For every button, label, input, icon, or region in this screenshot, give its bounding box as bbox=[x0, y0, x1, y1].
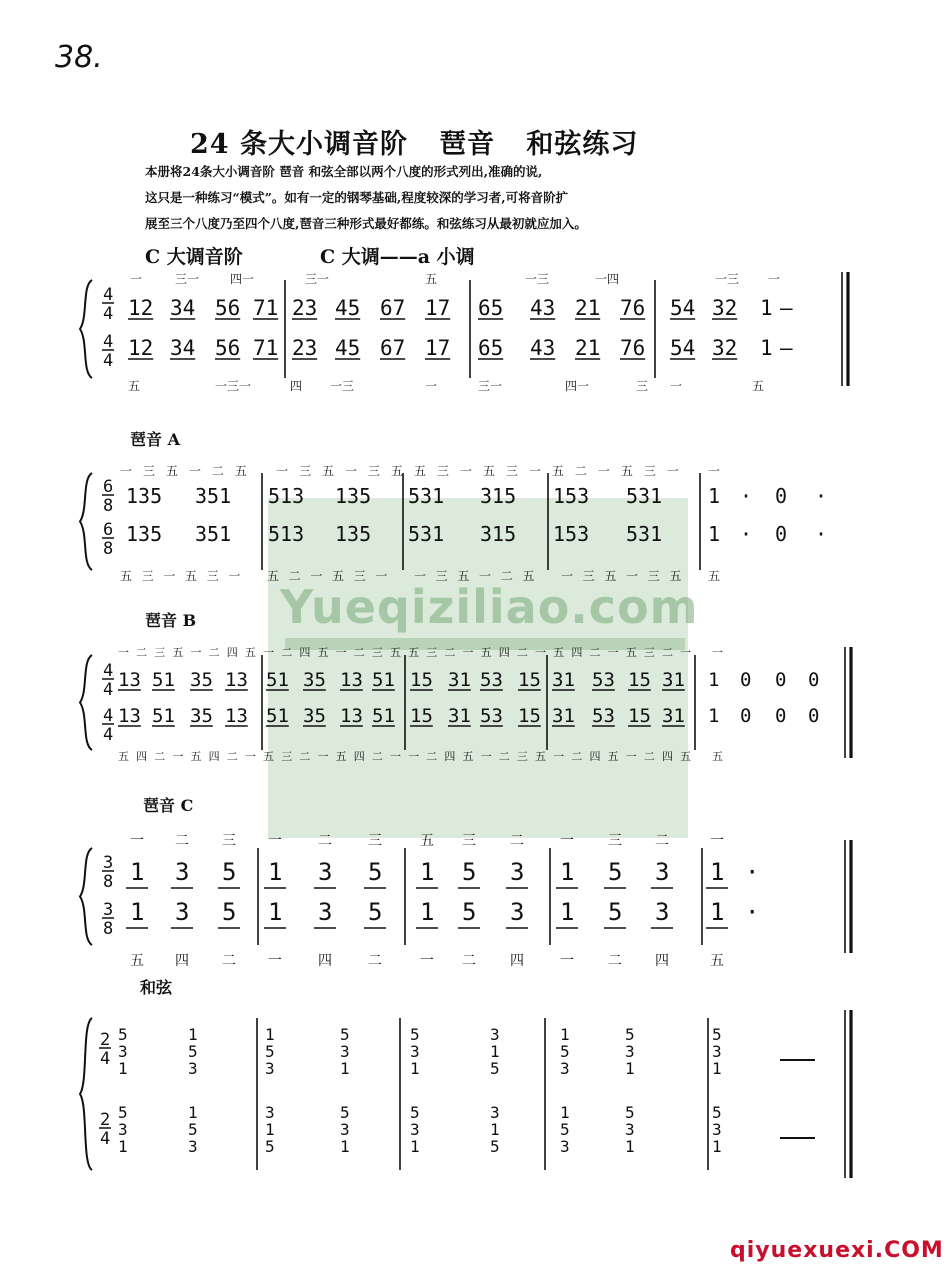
chord-bass-0-1: 3 bbox=[118, 1120, 128, 1139]
scale-finger-bottom-7: 三 bbox=[636, 379, 649, 393]
chord-bass-3-0: 5 bbox=[340, 1103, 350, 1122]
footer-logo: qiyuexuexi.COM bbox=[730, 1238, 944, 1263]
arp-c-finger-top-8: 二 bbox=[510, 833, 524, 849]
arp-c-finger-bottom-7: 二 bbox=[462, 953, 476, 969]
chord-treble-4-0: 5 bbox=[410, 1025, 420, 1044]
chord-bass-4-0: 5 bbox=[410, 1103, 420, 1122]
arp-c-finger-bottom-0: 五 bbox=[130, 953, 144, 969]
arp-c-treble-note-1: 3 bbox=[175, 858, 190, 886]
arp-b-bass-note-7: 51 bbox=[372, 705, 395, 727]
arp-c-brace bbox=[80, 848, 92, 945]
chord-bass-7-1: 3 bbox=[625, 1120, 635, 1139]
arp-c-finger-bottom-9: 一 bbox=[560, 953, 574, 969]
arp-c-treble-note-13: · bbox=[745, 858, 760, 886]
arp-a-treble-note-4: 531 bbox=[408, 484, 445, 508]
arp-b-treble-note-15: 31 bbox=[662, 669, 685, 691]
chord-bass-7-2: 1 bbox=[625, 1137, 635, 1156]
arp-b-treble-note-4: 51 bbox=[266, 669, 289, 691]
chord-bass-2-0: 3 bbox=[265, 1103, 275, 1122]
arp-b-bass-note-8: 15 bbox=[410, 705, 433, 727]
arp-c-treble-note-7: 5 bbox=[462, 858, 477, 886]
chord-bass-6-2: 3 bbox=[560, 1137, 570, 1156]
arp-c-treble-note-8: 3 bbox=[510, 858, 525, 886]
scale-finger-bottom-6: 四一 bbox=[565, 379, 590, 393]
arp-a-bass-time-numerator: 6 bbox=[103, 520, 114, 540]
scale-treble-note-0: 12 bbox=[128, 296, 154, 320]
arp-a-treble-note-10: 0 bbox=[775, 484, 788, 508]
arp-b-bass-note-5: 35 bbox=[303, 705, 326, 727]
section-label-arpeggio-c: 琶音 C bbox=[143, 796, 194, 815]
arp-c-finger-top-0: 一 bbox=[130, 833, 144, 849]
chord-bass-3-1: 3 bbox=[340, 1120, 350, 1139]
chord-bass-8-1: 3 bbox=[712, 1120, 722, 1139]
chord-bass-0-2: 1 bbox=[118, 1137, 128, 1156]
scale-treble-note-6: 67 bbox=[380, 296, 406, 320]
arp-b-bass-note-4: 51 bbox=[266, 705, 289, 727]
arp-c-finger-bottom-8: 四 bbox=[510, 953, 524, 969]
arp-c-bass-note-0: 1 bbox=[130, 898, 145, 926]
section-label-c-major-a-minor: C 大调——a 小调 bbox=[320, 246, 475, 268]
scale-treble-note-1: 34 bbox=[170, 296, 196, 320]
scale-finger-bottom-5: 三一 bbox=[478, 379, 503, 393]
arp-a-finger-top: 一三五一二五 一三五一三五五三一五三一五二一五三一 一 bbox=[120, 464, 720, 478]
scale-treble-time-numerator: 4 bbox=[103, 285, 114, 305]
arp-b-bass-note-15: 31 bbox=[662, 705, 685, 727]
chord-treble-2-2: 3 bbox=[265, 1059, 275, 1078]
scale-finger-top-3: 三一 bbox=[305, 272, 330, 286]
arp-c-bass-time-denominator: 8 bbox=[103, 919, 114, 939]
arp-b-treble-note-12: 31 bbox=[552, 669, 575, 691]
scale-bass-note-15: — bbox=[780, 336, 793, 360]
arp-b-bass-note-14: 15 bbox=[628, 705, 651, 727]
arp-c-treble-note-11: 3 bbox=[655, 858, 670, 886]
arp-c-finger-top-6: 五 bbox=[420, 833, 434, 849]
scale-treble-note-12: 54 bbox=[670, 296, 696, 320]
arp-c-bass-note-8: 3 bbox=[510, 898, 525, 926]
arp-c-treble-note-12: 1 bbox=[710, 858, 725, 886]
arp-a-bass-note-1: 351 bbox=[195, 522, 232, 546]
scale-bass-note-2: 56 bbox=[215, 336, 241, 360]
arp-c-bass-note-2: 5 bbox=[222, 898, 237, 926]
arp-a-treble-note-3: 135 bbox=[335, 484, 372, 508]
arp-c-finger-bottom-6: 一 bbox=[420, 953, 434, 969]
arp-c-treble-note-5: 5 bbox=[368, 858, 383, 886]
chord-treble-7-2: 1 bbox=[625, 1059, 635, 1078]
scale-treble-note-11: 76 bbox=[620, 296, 646, 320]
scale-finger-top-1: 三一 bbox=[175, 272, 200, 286]
arp-c-treble-time-denominator: 8 bbox=[103, 872, 114, 892]
arp-c-finger-top-9: 一 bbox=[560, 833, 574, 849]
arp-b-bass-note-17: 0 bbox=[740, 705, 752, 727]
arp-b-finger-bottom: 五四二一五四二一五三二一五四二一一二四五一二三五一二四五一二四五 五 bbox=[118, 750, 723, 763]
arp-a-bass-note-6: 153 bbox=[553, 522, 590, 546]
arp-b-bass-time-denominator: 4 bbox=[103, 725, 114, 745]
section-label-arpeggio-b: 琶音 B bbox=[145, 611, 197, 630]
arp-c-finger-bottom-1: 四 bbox=[175, 953, 189, 969]
scale-treble-note-13: 32 bbox=[712, 296, 738, 320]
scale-finger-bottom-2: 四 bbox=[290, 379, 303, 393]
scale-treble-note-2: 56 bbox=[215, 296, 241, 320]
chord-treble-5-2: 5 bbox=[490, 1059, 500, 1078]
chord-treble-2-1: 5 bbox=[265, 1042, 275, 1061]
scale-treble-note-8: 65 bbox=[478, 296, 504, 320]
scale-bass-note-3: 71 bbox=[253, 336, 279, 360]
chord-bass-5-1: 1 bbox=[490, 1120, 500, 1139]
arp-a-treble-note-2: 513 bbox=[268, 484, 305, 508]
arp-c-treble-note-3: 1 bbox=[268, 858, 283, 886]
arp-c-bass-note-4: 3 bbox=[318, 898, 333, 926]
scale-finger-bottom-3: 一三 bbox=[330, 379, 355, 393]
chord-bass-time-denominator: 4 bbox=[100, 1129, 111, 1149]
section-label-c-major-scale: C 大调音阶 bbox=[145, 246, 243, 268]
scale-treble-note-9: 43 bbox=[530, 296, 556, 320]
scale-finger-top-4: 五 bbox=[425, 272, 438, 286]
arp-b-treble-note-10: 53 bbox=[480, 669, 503, 691]
scale-finger-bottom-4: 一 bbox=[425, 379, 438, 393]
chord-bass-2-2: 5 bbox=[265, 1137, 275, 1156]
arp-c-finger-bottom-5: 二 bbox=[368, 953, 382, 969]
scale-treble-note-7: 17 bbox=[425, 296, 451, 320]
arp-c-finger-bottom-11: 四 bbox=[655, 953, 669, 969]
arp-b-bass-note-12: 31 bbox=[552, 705, 575, 727]
arp-a-treble-note-0: 135 bbox=[126, 484, 163, 508]
scale-finger-top-5: 一三 bbox=[525, 272, 550, 286]
arp-b-treble-note-0: 13 bbox=[118, 669, 141, 691]
arp-c-finger-top-11: 二 bbox=[655, 833, 669, 849]
arp-b-treble-time-denominator: 4 bbox=[103, 680, 114, 700]
arp-a-bass-note-11: · bbox=[815, 522, 828, 546]
arp-c-finger-top-12: 一 bbox=[710, 833, 724, 849]
arp-c-finger-top-3: 一 bbox=[268, 833, 282, 849]
arp-a-bass-note-9: · bbox=[740, 522, 753, 546]
chord-bass-4-1: 3 bbox=[410, 1120, 420, 1139]
chord-treble-time-denominator: 4 bbox=[100, 1049, 111, 1069]
chord-treble-0-0: 5 bbox=[118, 1025, 128, 1044]
arp-a-bass-note-7: 531 bbox=[626, 522, 663, 546]
scale-bass-note-8: 65 bbox=[478, 336, 504, 360]
arp-a-treble-note-5: 315 bbox=[480, 484, 517, 508]
scale-finger-top-6: 一四 bbox=[595, 272, 620, 286]
scale-treble-note-5: 45 bbox=[335, 296, 361, 320]
chord-treble-6-0: 1 bbox=[560, 1025, 570, 1044]
scale-finger-bottom-8: 一 bbox=[670, 379, 683, 393]
arp-b-treble-note-3: 13 bbox=[225, 669, 248, 691]
chord-treble-7-0: 5 bbox=[625, 1025, 635, 1044]
arp-b-treble-note-8: 15 bbox=[410, 669, 433, 691]
chord-treble-4-1: 3 bbox=[410, 1042, 420, 1061]
arp-b-treble-note-6: 13 bbox=[340, 669, 363, 691]
page-title: 24 条大小调音阶 琶音 和弦练习 bbox=[190, 129, 639, 160]
arp-b-brace bbox=[80, 655, 92, 750]
chord-bass-8-0: 5 bbox=[712, 1103, 722, 1122]
arp-c-treble-note-6: 1 bbox=[420, 858, 435, 886]
arp-b-treble-note-11: 15 bbox=[518, 669, 541, 691]
scale-finger-top-0: 一 bbox=[130, 272, 143, 286]
arp-b-bass-note-11: 15 bbox=[518, 705, 541, 727]
arp-c-finger-bottom-3: 一 bbox=[268, 953, 282, 969]
chord-bass-1-0: 1 bbox=[188, 1103, 198, 1122]
chord-treble-3-1: 3 bbox=[340, 1042, 350, 1061]
arp-a-treble-time-numerator: 6 bbox=[103, 477, 114, 497]
arp-c-finger-top-2: 三 bbox=[222, 833, 236, 849]
arp-c-finger-top-5: 三 bbox=[368, 833, 382, 849]
chord-treble-1-1: 5 bbox=[188, 1042, 198, 1061]
arp-a-bass-note-10: 0 bbox=[775, 522, 788, 546]
scale-bass-note-5: 45 bbox=[335, 336, 361, 360]
arp-c-treble-note-9: 1 bbox=[560, 858, 575, 886]
scale-bass-note-9: 43 bbox=[530, 336, 556, 360]
chord-treble-5-1: 1 bbox=[490, 1042, 500, 1061]
scale-bass-note-11: 76 bbox=[620, 336, 646, 360]
section-label-arpeggio-a: 琶音 A bbox=[130, 430, 180, 449]
scale-bass-note-12: 54 bbox=[670, 336, 696, 360]
scale-finger-top-7: 一三 bbox=[715, 272, 740, 286]
scale-treble-note-10: 21 bbox=[575, 296, 601, 320]
arp-a-bass-note-5: 315 bbox=[480, 522, 517, 546]
arp-b-treble-note-14: 15 bbox=[628, 669, 651, 691]
scale-bass-note-6: 67 bbox=[380, 336, 406, 360]
arp-a-treble-note-11: · bbox=[815, 484, 828, 508]
arp-b-treble-note-19: 0 bbox=[808, 669, 820, 691]
arp-c-bass-note-6: 1 bbox=[420, 898, 435, 926]
arp-c-bass-note-13: · bbox=[745, 898, 760, 926]
arp-c-finger-top-7: 三 bbox=[462, 833, 476, 849]
arp-a-treble-time-denominator: 8 bbox=[103, 496, 114, 516]
watermark-text: Yueqiziliao.com bbox=[280, 580, 699, 634]
arp-b-treble-note-13: 53 bbox=[592, 669, 615, 691]
arp-a-bass-note-0: 135 bbox=[126, 522, 163, 546]
arp-b-treble-note-5: 35 bbox=[303, 669, 326, 691]
arp-a-bass-note-8: 1 bbox=[708, 522, 721, 546]
scale-finger-bottom-1: 一三一 bbox=[215, 379, 252, 393]
arp-a-brace bbox=[80, 473, 92, 570]
arp-c-bass-time-numerator: 3 bbox=[103, 900, 114, 920]
arp-c-finger-top-4: 二 bbox=[318, 833, 332, 849]
arp-c-bass-note-7: 5 bbox=[462, 898, 477, 926]
chord-treble-8-0: 5 bbox=[712, 1025, 722, 1044]
arp-b-finger-top: 一二三五一二四五一二四五一二三五五三二一五四二一五四二一五三二一 一 bbox=[118, 646, 723, 659]
arp-c-treble-note-10: 5 bbox=[608, 858, 623, 886]
section-label-chords: 和弦 bbox=[140, 978, 173, 997]
intro-line-3: 展至三个八度乃至四个八度,琶音三种形式最好都练。和弦练习从最初就应加入。 bbox=[145, 216, 587, 231]
arp-a-treble-note-7: 531 bbox=[626, 484, 663, 508]
chord-treble-5-0: 3 bbox=[490, 1025, 500, 1044]
chord-bass-6-0: 1 bbox=[560, 1103, 570, 1122]
arp-b-treble-note-9: 31 bbox=[448, 669, 471, 691]
scale-finger-bottom-0: 五 bbox=[128, 379, 141, 393]
arp-a-treble-note-1: 351 bbox=[195, 484, 232, 508]
arp-b-bass-time-numerator: 4 bbox=[103, 706, 114, 726]
intro-line-1: 本册将24条大小调音阶 琶音 和弦全部以两个八度的形式列出,准确的说, bbox=[145, 164, 543, 179]
chord-bass-5-2: 5 bbox=[490, 1137, 500, 1156]
arp-c-finger-bottom-12: 五 bbox=[710, 953, 724, 969]
chord-treble-6-1: 5 bbox=[560, 1042, 570, 1061]
arp-b-bass-note-18: 0 bbox=[775, 705, 787, 727]
arp-a-bass-note-4: 531 bbox=[408, 522, 445, 546]
intro-line-2: 这只是一种练习“模式”。如有一定的钢琴基础,程度较深的学习者,可将音阶扩 bbox=[145, 190, 569, 205]
arp-b-treble-note-1: 51 bbox=[152, 669, 175, 691]
arp-b-treble-note-18: 0 bbox=[775, 669, 787, 691]
arp-a-finger-bottom: 五三一五三一 五二一五三一 一三五一二五 一三五一三五 五 bbox=[120, 569, 720, 583]
scale-bass-note-14: 1 bbox=[760, 336, 773, 360]
arp-c-treble-time-numerator: 3 bbox=[103, 853, 114, 873]
arp-a-bass-time-denominator: 8 bbox=[103, 539, 114, 559]
arp-c-treble-note-2: 5 bbox=[222, 858, 237, 886]
chord-bass-8-2: 1 bbox=[712, 1137, 722, 1156]
scale-treble-note-4: 23 bbox=[292, 296, 318, 320]
arp-c-treble-note-4: 3 bbox=[318, 858, 333, 886]
arp-c-bass-note-11: 3 bbox=[655, 898, 670, 926]
chord-treble-3-2: 1 bbox=[340, 1059, 350, 1078]
arp-c-finger-bottom-4: 四 bbox=[318, 953, 332, 969]
scale-treble-note-3: 71 bbox=[253, 296, 279, 320]
chord-treble-4-2: 1 bbox=[410, 1059, 420, 1078]
chord-treble-0-1: 3 bbox=[118, 1042, 128, 1061]
arp-b-bass-note-3: 13 bbox=[225, 705, 248, 727]
chord-bass-3-2: 1 bbox=[340, 1137, 350, 1156]
arp-c-bass-note-12: 1 bbox=[710, 898, 725, 926]
chord-bass-7-0: 5 bbox=[625, 1103, 635, 1122]
arp-b-bass-note-9: 31 bbox=[448, 705, 471, 727]
scale-bass-note-10: 21 bbox=[575, 336, 601, 360]
arp-c-treble-note-0: 1 bbox=[130, 858, 145, 886]
chord-treble-3-0: 5 bbox=[340, 1025, 350, 1044]
chord-bass-time-numerator: 2 bbox=[100, 1110, 111, 1130]
arp-a-bass-note-3: 135 bbox=[335, 522, 372, 546]
scale-treble-note-14: 1 bbox=[760, 296, 773, 320]
arp-a-treble-note-8: 1 bbox=[708, 484, 721, 508]
chord-treble-1-0: 1 bbox=[188, 1025, 198, 1044]
arp-b-bass-note-19: 0 bbox=[808, 705, 820, 727]
arp-c-bass-note-9: 1 bbox=[560, 898, 575, 926]
chord-treble-8-1: 3 bbox=[712, 1042, 722, 1061]
arp-c-bass-note-3: 1 bbox=[268, 898, 283, 926]
page-number: 38. bbox=[55, 40, 103, 75]
arp-b-bass-note-13: 53 bbox=[592, 705, 615, 727]
arp-a-treble-note-9: · bbox=[740, 484, 753, 508]
scale-finger-top-8: 一 bbox=[768, 272, 781, 286]
arp-c-finger-bottom-10: 二 bbox=[608, 953, 622, 969]
scale-treble-note-15: — bbox=[780, 296, 793, 320]
scale-bass-note-0: 12 bbox=[128, 336, 154, 360]
arp-a-treble-note-6: 153 bbox=[553, 484, 590, 508]
chord-bass-2-1: 1 bbox=[265, 1120, 275, 1139]
arp-b-treble-note-2: 35 bbox=[190, 669, 213, 691]
arp-b-bass-note-6: 13 bbox=[340, 705, 363, 727]
chord-brace bbox=[80, 1018, 92, 1170]
arp-c-finger-top-1: 二 bbox=[175, 833, 189, 849]
chord-treble-0-2: 1 bbox=[118, 1059, 128, 1078]
scale-bass-time-denominator: 4 bbox=[103, 351, 114, 371]
chord-treble-1-2: 3 bbox=[188, 1059, 198, 1078]
arp-c-finger-bottom-2: 二 bbox=[222, 953, 236, 969]
chord-treble-time-numerator: 2 bbox=[100, 1030, 111, 1050]
chord-bass-4-2: 1 bbox=[410, 1137, 420, 1156]
arp-a-bass-note-2: 513 bbox=[268, 522, 305, 546]
arp-b-bass-note-10: 53 bbox=[480, 705, 503, 727]
arp-b-bass-note-2: 35 bbox=[190, 705, 213, 727]
scale-treble-time-denominator: 4 bbox=[103, 304, 114, 324]
chord-treble-2-0: 1 bbox=[265, 1025, 275, 1044]
arp-b-treble-note-17: 0 bbox=[740, 669, 752, 691]
arp-c-finger-top-10: 三 bbox=[608, 833, 622, 849]
arp-b-bass-note-0: 13 bbox=[118, 705, 141, 727]
scale-finger-bottom-9: 五 bbox=[752, 379, 765, 393]
arp-b-bass-note-16: 1 bbox=[708, 705, 720, 727]
arp-b-bass-note-1: 51 bbox=[152, 705, 175, 727]
chord-treble-8-2: 1 bbox=[712, 1059, 722, 1078]
chord-treble-7-1: 3 bbox=[625, 1042, 635, 1061]
chord-bass-6-1: 5 bbox=[560, 1120, 570, 1139]
arp-b-treble-note-16: 1 bbox=[708, 669, 720, 691]
scale-finger-top-2: 四一 bbox=[230, 272, 255, 286]
scale-brace bbox=[80, 280, 92, 378]
arp-c-bass-note-10: 5 bbox=[608, 898, 623, 926]
chord-bass-1-1: 5 bbox=[188, 1120, 198, 1139]
arp-c-bass-note-5: 5 bbox=[368, 898, 383, 926]
arp-c-bass-note-1: 3 bbox=[175, 898, 190, 926]
scale-bass-time-numerator: 4 bbox=[103, 332, 114, 352]
arp-b-treble-note-7: 51 bbox=[372, 669, 395, 691]
chord-bass-0-0: 5 bbox=[118, 1103, 128, 1122]
chord-bass-1-2: 3 bbox=[188, 1137, 198, 1156]
arp-b-treble-time-numerator: 4 bbox=[103, 661, 114, 681]
scale-bass-note-4: 23 bbox=[292, 336, 318, 360]
scale-bass-note-1: 34 bbox=[170, 336, 196, 360]
scale-bass-note-13: 32 bbox=[712, 336, 738, 360]
scale-bass-note-7: 17 bbox=[425, 336, 451, 360]
chord-treble-6-2: 3 bbox=[560, 1059, 570, 1078]
chord-bass-5-0: 3 bbox=[490, 1103, 500, 1122]
